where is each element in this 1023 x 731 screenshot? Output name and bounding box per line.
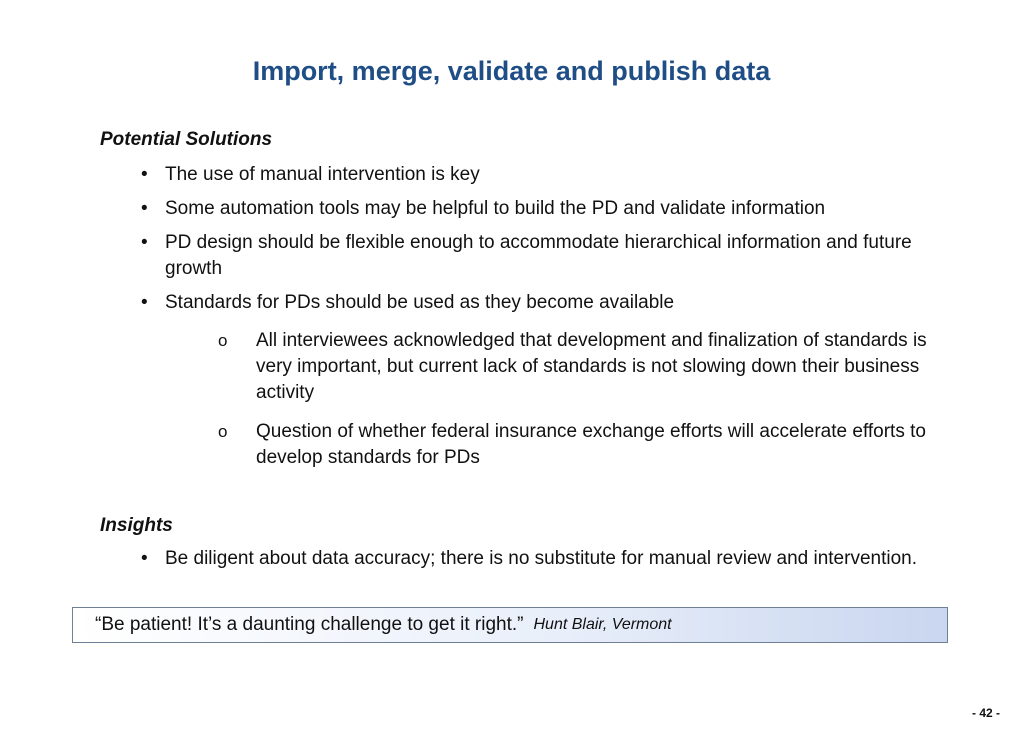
list-item bbox=[141, 546, 961, 572]
bullet-text: The use of manual intervention is key bbox=[165, 164, 480, 185]
bullet-icon: • bbox=[141, 198, 148, 219]
circle-bullet-icon: o bbox=[218, 331, 228, 350]
list-item bbox=[141, 162, 961, 188]
sub-list-item bbox=[218, 419, 948, 471]
potential-solutions-heading: Potential Solutions bbox=[100, 129, 273, 150]
page-number: - 42 - bbox=[971, 706, 1000, 720]
list-item bbox=[141, 230, 961, 282]
bullet-icon: • bbox=[141, 232, 148, 253]
bullet-text: Be diligent about data accuracy; there is no substitute for manual review and intervention. bbox=[165, 548, 917, 569]
insights-heading: Insights bbox=[100, 515, 173, 536]
quote-text: “Be patient! It’s a daunting challenge to get it right.” bbox=[95, 614, 524, 635]
bullet-text: Some automation tools may be helpful to build the PD and validate information bbox=[165, 198, 826, 219]
sub-bullet-text: Question of whether federal insurance exchange efforts will accelerate efforts to develop standards for PDs bbox=[256, 421, 926, 468]
list-item bbox=[141, 196, 961, 222]
quote-box bbox=[72, 607, 948, 643]
list-item bbox=[141, 290, 961, 316]
bullet-text: Standards for PDs should be used as they become available bbox=[165, 292, 675, 313]
bullet-icon: • bbox=[141, 548, 148, 569]
circle-bullet-icon: o bbox=[218, 422, 228, 441]
bullet-icon: • bbox=[141, 292, 148, 313]
sub-list-item bbox=[218, 328, 948, 406]
sub-bullet-text: All interviewees acknowledged that development and finalization of standards is very important, but current lack of standards is not slowing down their business activity bbox=[256, 330, 927, 403]
bullet-text: PD design should be flexible enough to accommodate hierarchical information and future growth bbox=[165, 232, 912, 279]
quote-attribution: Hunt Blair, Vermont bbox=[533, 616, 672, 633]
slide-title: Import, merge, validate and publish data bbox=[252, 56, 771, 86]
bullet-icon: • bbox=[141, 164, 148, 185]
